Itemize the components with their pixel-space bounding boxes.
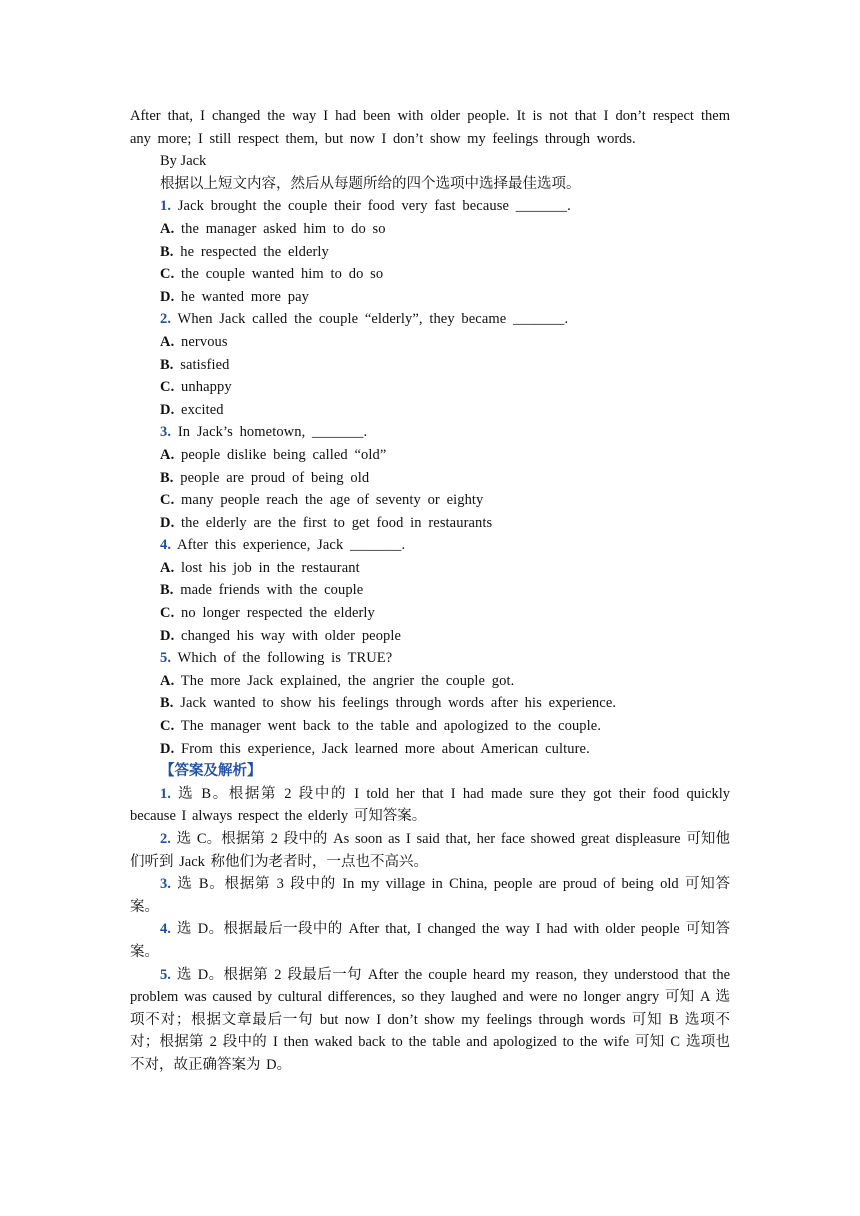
- question-number: 5.: [160, 650, 172, 667]
- question-number: 2.: [160, 311, 172, 328]
- answer-item: [130, 964, 730, 1077]
- option-text: The manager went back to the table and apologized to the couple.: [180, 718, 602, 735]
- answer-item: [130, 918, 730, 963]
- option-letter: D.: [160, 401, 175, 418]
- option-item: [130, 467, 730, 490]
- option-letter: D.: [160, 288, 175, 305]
- option-letter: A.: [160, 559, 175, 576]
- option-text: the manager asked him to do so: [181, 220, 386, 237]
- option-item: [130, 241, 730, 264]
- option-text: satisfied: [180, 356, 230, 373]
- option-text: people dislike being called “old”: [181, 446, 387, 463]
- option-letter: C.: [160, 379, 175, 396]
- answer-number: 4.: [160, 921, 171, 938]
- question-text: Which of the following is TRUE?: [177, 650, 393, 667]
- question-stem: [130, 534, 730, 557]
- option-letter: B.: [160, 243, 174, 260]
- answer-text: 选 C。根据第 2 段中的 As soon as I said that, her face showed great displeasure 可知他们听到 Jack 称他们为老者时，一点也不高兴。: [130, 831, 731, 870]
- option-item: [130, 670, 730, 693]
- option-item: [130, 738, 730, 761]
- answer-text: 选 D。根据第 2 段最后一句 After the couple heard my reason, they understood that the problem was caused by cultural differences, so they laughed and were no longer angry 可知 A 选项不对；根据文章最后一句 but now I don’t show my feelings through words 可知 B 选项不对；根据第 2 段中的 I then waked back to the table and apologized to the wife 可知 C 选项也不对，故正确答案为 D。: [130, 966, 731, 1073]
- option-item: [130, 376, 730, 399]
- question-text: After this experience, Jack _______.: [177, 537, 406, 554]
- option-item: [130, 399, 730, 422]
- option-text: he respected the elderly: [180, 243, 329, 260]
- option-item: [130, 512, 730, 535]
- option-text: The more Jack explained, the angrier the couple got.: [180, 672, 515, 689]
- question-number: 1.: [160, 198, 172, 215]
- option-letter: B.: [160, 356, 174, 373]
- option-item: [130, 444, 730, 467]
- question-number: 3.: [160, 424, 172, 441]
- option-letter: A.: [160, 333, 175, 350]
- option-item: [130, 489, 730, 512]
- option-letter: D.: [160, 514, 175, 531]
- question-stem: [130, 647, 730, 670]
- option-letter: A.: [160, 446, 175, 463]
- answer-text: 选 B。根据第 2 段中的 I told her that I had made sure they got their food quickly because I always respect the elderly 可知答案。: [130, 785, 731, 825]
- option-text: the elderly are the first to get food in restaurants: [181, 514, 493, 531]
- option-item: [130, 602, 730, 625]
- option-item: [130, 263, 730, 286]
- answer-section-heading: 【答案及解析】: [160, 763, 262, 780]
- option-text: many people reach the age of seventy or eighty: [181, 492, 484, 509]
- answers-list: [130, 783, 730, 1077]
- question-text: Jack brought the couple their food very fast because _______.: [177, 198, 571, 215]
- option-letter: B.: [160, 695, 174, 712]
- question-stem: [130, 421, 730, 444]
- answer-number: 1.: [160, 785, 171, 802]
- option-letter: C.: [160, 718, 175, 735]
- option-text: excited: [181, 401, 224, 418]
- passage-author: By Jack: [160, 153, 207, 170]
- option-item: [130, 286, 730, 309]
- option-item: [130, 218, 730, 241]
- option-item: [130, 331, 730, 354]
- option-letter: D.: [160, 627, 175, 644]
- answer-number: 5.: [160, 966, 171, 983]
- option-text: no longer respected the elderly: [181, 605, 375, 622]
- option-letter: C.: [160, 605, 175, 622]
- option-text: made friends with the couple: [180, 582, 364, 599]
- question-stem: [130, 195, 730, 218]
- option-letter: A.: [160, 220, 175, 237]
- question-number: 4.: [160, 537, 172, 554]
- answer-item: [130, 873, 730, 918]
- option-item: [130, 715, 730, 738]
- option-letter: C.: [160, 266, 175, 283]
- option-text: the couple wanted him to do so: [181, 266, 384, 283]
- passage-last-paragraph: After that, I changed the way I had been with older people. It is not that I don’t respect them any more; I still respect them, but now I don’t show my feelings through words.: [130, 108, 730, 147]
- option-letter: D.: [160, 740, 175, 757]
- question-text: In Jack’s hometown, _______.: [177, 424, 368, 441]
- option-text: nervous: [181, 333, 228, 350]
- option-item: [130, 692, 730, 715]
- option-text: changed his way with older people: [181, 627, 402, 644]
- option-item: [130, 354, 730, 377]
- option-text: lost his job in the restaurant: [181, 559, 360, 576]
- document-page: [130, 105, 730, 1077]
- question-text: When Jack called the couple “elderly”, they became _______.: [177, 311, 569, 328]
- answer-item: [130, 828, 730, 873]
- option-item: [130, 579, 730, 602]
- option-item: [130, 557, 730, 580]
- option-item: [130, 625, 730, 648]
- answer-text: 选 D。根据最后一段中的 After that, I changed the way I had with older people 可知答案。: [130, 921, 730, 960]
- option-text: people are proud of being old: [180, 469, 370, 486]
- instructions: 根据以上短文内容，然后从每题所给的四个选项中选择最佳选项。: [160, 175, 581, 192]
- answer-item: [130, 783, 730, 828]
- option-text: From this experience, Jack learned more about American culture.: [181, 740, 590, 757]
- option-letter: B.: [160, 469, 174, 486]
- option-letter: A.: [160, 672, 175, 689]
- option-letter: B.: [160, 582, 174, 599]
- option-text: unhappy: [181, 379, 232, 396]
- answer-number: 3.: [160, 876, 171, 893]
- option-text: Jack wanted to show his feelings through words after his experience.: [180, 695, 617, 712]
- answer-number: 2.: [160, 831, 171, 847]
- option-text: he wanted more pay: [181, 288, 309, 305]
- questions-list: [130, 195, 730, 760]
- answer-text: 选 B。根据第 3 段中的 In my village in China, people are proud of being old 可知答案。: [130, 876, 730, 915]
- question-stem: [130, 308, 730, 331]
- option-letter: C.: [160, 492, 175, 509]
